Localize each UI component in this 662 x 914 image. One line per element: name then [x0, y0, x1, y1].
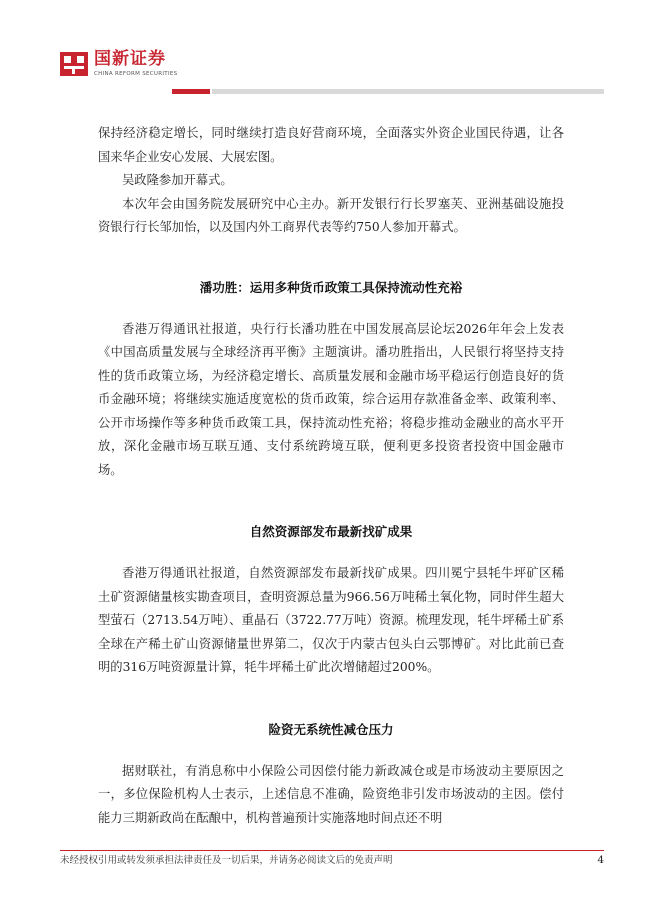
- brand-name: 国新证券: [94, 49, 166, 69]
- brand-logo-icon: [60, 52, 88, 76]
- section-title: 潘功胜：运用多种货币政策工具保持流动性充裕: [199, 279, 463, 295]
- section-title: 险资无系统性减仓压力: [268, 721, 394, 737]
- footer-disclaimer: 未经授权引用或转发须承担法律责任及一切后果，并请务必阅读文后的免责声明: [60, 855, 393, 866]
- page-header: [0, 0, 662, 110]
- article-body: [98, 122, 564, 830]
- brand-name-english: CHINA REFORM SECURITIES: [94, 71, 178, 77]
- paragraph: 保持经济稳定增长，同时继续打造良好营商环境，全面落实外资企业国民待遇，让各国来华企业安心发展、大展宏图。: [98, 126, 564, 164]
- page-number: 4: [597, 854, 604, 866]
- header-rule: [212, 89, 604, 94]
- paragraph: 本次年会由国务院发展研究中心主办。新开发银行行长罗塞芙、亚洲基础设施投资银行行长邹加怡，以及国内外工商界代表等约750人参加开幕式。: [98, 196, 564, 234]
- header-rule-accent: [172, 89, 210, 94]
- section-title: 自然资源部发布最新找矿成果: [249, 524, 413, 539]
- paragraph: 吴政隆参加开幕式。: [122, 173, 233, 187]
- paragraph: 据财联社，有消息称中小保险公司因偿付能力新政减仓或是市场波动主要原因之一，多位保险机构人士表示，上述信息不准确，险资绝非引发市场波动的主因。偿付能力三期新政尚在酝酿中，机构普遍预计实施落地时间点还不明: [98, 763, 564, 825]
- paragraph: 香港万得通讯社报道，自然资源部发布最新找矿成果。四川冕宁县牦牛坪矿区稀土矿资源储量核实勘查项目，查明资源总量为966.56万吨稀土氧化物，同时伴生超大型萤石（2713.54万吨）、重晶石（3722.77万吨）资源。梳理发现，牦牛坪稀土矿系全球在产稀土矿山资源储量世界第二，仅次于内蒙古包头白云鄂博矿。对比此前已查明的316万吨资源量计算，牦牛坪稀土矿此次增储超过200%。: [98, 566, 564, 674]
- paragraph: 香港万得通讯社报道，央行行长潘功胜在中国发展高层论坛2026年年会上发表《中国高质量发展与全球经济再平衡》主题演讲。潘功胜指出，人民银行将坚持支持性的货币政策立场，为经济稳定增长、高质量发展和金融市场平稳运行创造良好的货币金融环境；将继续实施适度宽松的货币政策，综合运用存款准备金率、政策利率、公开市场操作等多种货币政策工具，保持流动性充裕；将稳步推动金融业的高水平开放，深化金融市场互联互通、支付系统跨境互联，便利更多投资者投资中国金融市场。: [98, 321, 564, 477]
- footer-rule: [60, 850, 604, 851]
